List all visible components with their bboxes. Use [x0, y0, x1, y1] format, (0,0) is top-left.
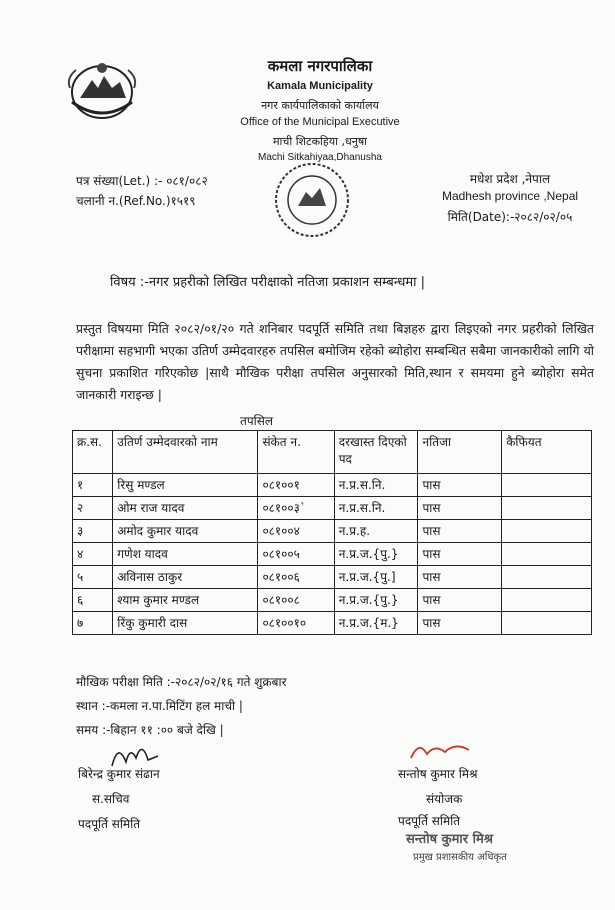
cell-post: न.प्र.ज.{पु.} [334, 543, 418, 566]
designation-stamp: प्रमुख प्रशासकीय अधिकृत [413, 852, 507, 863]
right-signatory-committee: पदपूर्ति समिति [398, 814, 461, 828]
cell-post: न.प्र.ज.{पु.] [334, 566, 418, 589]
right-signatory-role: संयोजक [426, 792, 463, 806]
table-header-row [73, 431, 592, 474]
office-name-np: नगर कार्यपालिकाको कार्यालय [261, 99, 379, 112]
cell-code: ०८१००१० [258, 612, 334, 635]
letter-number: पत्र संख्या(Let.) :- ०८१/०८२ [76, 174, 208, 188]
table-row [73, 589, 592, 612]
cell-code: ०८१००८ [258, 589, 334, 612]
oral-exam-date: मौखिक परीक्षा मिति :-२०८२/०२/१६ गते शुक्रबार [76, 675, 287, 689]
cell-post: न.प्र.स.नि. [334, 497, 418, 520]
cell-name: अमोद कुमार यादव [113, 520, 258, 543]
municipality-name-np: कमला नगरपालिका [267, 57, 373, 75]
cell-sn: ३ [73, 520, 113, 543]
cell-sn: ५ [73, 566, 113, 589]
cell-code: ०८१००१ [258, 474, 334, 497]
municipality-name-en: Kamala Municipality [267, 80, 373, 92]
address-np: माची शिटकहिया ,धनुषा [272, 135, 368, 148]
cell-remark [502, 520, 592, 543]
cell-post: न.प्र.स.नि. [334, 474, 418, 497]
col-header-post: दरखास्त दिएको पद [334, 431, 418, 474]
issue-date: मिति(Date):-२०८२/०२/०५ [447, 210, 573, 224]
cell-post: न.प्र.ज.{म.} [334, 612, 418, 635]
cell-result: पास [418, 589, 502, 612]
cell-remark [502, 566, 592, 589]
cell-name: ओम राज यादव [113, 497, 258, 520]
cell-code: ०८१००५ [258, 543, 334, 566]
cell-remark [502, 612, 592, 635]
cell-remark [502, 543, 592, 566]
results-table [72, 430, 592, 635]
cell-name: रिंकु कुमारी दास [113, 612, 258, 635]
table-caption: तपसिल [240, 414, 274, 428]
subject-line: विषय :-नगर प्रहरीको लिखित परीक्षाको नतिजा प्रकाशन सम्बन्धमा | [110, 275, 426, 290]
signature-right-icon [405, 738, 475, 764]
office-name-en: Office of the Municipal Executive [240, 116, 400, 128]
col-header-result: नतिजा [418, 431, 502, 474]
col-header-remark: कैफियत [502, 431, 592, 474]
province-en: Madhesh province ,Nepal [441, 189, 579, 203]
oral-exam-place: स्थान :-कमला न.पा.मिटिंग हल माची | [76, 699, 243, 713]
right-signatory-name: सन्तोष कुमार मिश्र [398, 767, 478, 781]
cell-result: पास [418, 612, 502, 635]
cell-remark [502, 474, 592, 497]
cell-result: पास [418, 474, 502, 497]
cell-name: रिसु मण्डल [113, 474, 258, 497]
cell-sn: ७ [73, 612, 113, 635]
cell-code: ०८१००६ [258, 566, 334, 589]
cell-post: न.प्र.ज.{पु.} [334, 589, 418, 612]
table-row [73, 566, 592, 589]
cell-sn: ६ [73, 589, 113, 612]
official-seal-icon [268, 160, 356, 240]
cell-post: न.प्र.ह. [334, 520, 418, 543]
name-stamp: सन्तोष कुमार मिश्र [406, 832, 493, 847]
cell-result: पास [418, 497, 502, 520]
table-row [73, 520, 592, 543]
province-np: मधेश प्रदेश ,नेपाल [469, 172, 551, 186]
cell-sn: १ [73, 474, 113, 497]
table-row [73, 497, 592, 520]
nepal-emblem-icon [64, 58, 140, 124]
left-signatory-committee: पदपूर्ति समिति [78, 817, 141, 831]
cell-result: पास [418, 543, 502, 566]
cell-code: ०८१००४ [258, 520, 334, 543]
col-header-sn: क्र.स. [73, 431, 113, 474]
cell-name: श्याम कुमार मण्डल [113, 589, 258, 612]
address-en: Machi Sitkahiyaa,Dhanusha [258, 152, 382, 163]
dispatch-number: चलानी न.(Ref.No.)१५१९ [76, 194, 196, 208]
cell-remark [502, 497, 592, 520]
notice-body: प्रस्तुत विषयमा मिति २०८२/०१/२० गते शनिबार पदपूर्ति समिति तथा बिज्ञहरु द्वारा लिइएको नगर प्रहरीको लिखित परीक्षामा सहभागी भएका उतिर्ण उम्मेदवारहरु तपसिल बमोजिम रहेको ब्योहोरा सम्बन्धित सबैमा जानकारीको लागि यो सुचना प्रकाशित गरिएकोछ |साथै मौखिक परीक्षा तपसिल अनुसारको मिति,स्थान र समयमा हुने ब्योहोरा समेत जानकारी गराइन्छ | [76, 321, 594, 402]
cell-sn: ४ [73, 543, 113, 566]
cell-code: ०८१००३` [258, 497, 334, 520]
cell-remark [502, 589, 592, 612]
cell-sn: २ [73, 497, 113, 520]
table-row [73, 474, 592, 497]
table-row [73, 543, 592, 566]
col-header-code: संकेत न. [258, 431, 334, 474]
cell-name: अविनास ठाकुर [113, 566, 258, 589]
left-signatory-role: स.सचिव [92, 792, 130, 806]
table-row [73, 612, 592, 635]
oral-exam-time: समय :-बिहान ११ :०० बजे देखि | [76, 723, 224, 737]
cell-result: पास [418, 520, 502, 543]
cell-name: गणेश यादव [113, 543, 258, 566]
col-header-name: उतिर्ण उम्मेदवारको नाम [113, 431, 258, 474]
left-signatory-name: बिरेन्द्र कुमार संढान [78, 767, 160, 781]
cell-result: पास [418, 566, 502, 589]
